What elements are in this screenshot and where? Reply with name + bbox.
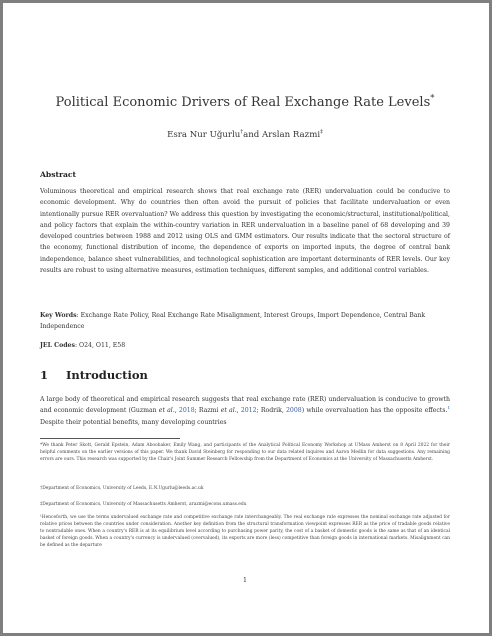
abstract-heading: Abstract bbox=[40, 170, 77, 179]
intro-text-3: Despite their potential benefits, many developing countries bbox=[40, 418, 227, 426]
keywords-label: Key Words bbox=[40, 312, 77, 319]
citation-link-rodrik[interactable]: 2008 bbox=[286, 407, 302, 415]
footnote-1: ¹Henceforth, we use the terms undervalued exchange rate and competitive exchange rate interchangeably. The real exchange rate expresses the nominal exchange rate adjusted for relative prices between the countries under consideration. Another key definition from the structural transformation viewpoint expresses RER as the price of tradable goods relative to nontradable ones. When a country's RER is at its equilibrium level according to purchasing power parity, the cost of a basket of domestic goods is the same as that of an identical basket of foreign goods. When a country's currency is undervalued (overvalued), its exports are more (less) competitive than foreign goods in international markets. Misalignment can be defined as the departure bbox=[40, 515, 450, 548]
abstract-text: Voluminous theoretical and empirical research shows that real exchange rate (RER) undervaluation could be conducive to economic development. Why do countries then often avoid the pursuit of policies that facilitate undervaluation or even intentionally pursue RER overvaluation? We address this question by investigating the economic/structural, institutional/political, and policy factors that explain the within-country variation in RER undervaluation in a baseline panel of 68 developing and 39 developed countries between 1988 and 2012 using OLS and GMM estimators. Our results indicate that the sectoral structure of the economy, functional distribution of income, the dependence of exports on imported inputs, the degree of central bank independence, balance sheet vulnerabilities, and technological sophistication are important determinants of RER levels. Our key results are robust to using alternative measures, estimation techniques, different samples, and additional control variables. bbox=[40, 188, 450, 275]
footnote-rule bbox=[40, 438, 180, 439]
section-heading bbox=[40, 368, 450, 382]
author-2-mark: ‡ bbox=[320, 129, 323, 136]
keywords bbox=[40, 310, 450, 332]
citation-razmi: Razmi bbox=[198, 407, 221, 415]
intro-paragraph: A large body of theoretical and empirical research suggests that real exchange rate (RER) undervaluation is conducive to growth and economic development (Guzman et al., 2018; Razmi et al., 2012; Rodrik, 2008) while overvaluation has the opposite effects.$^1$ Despite their potential benefits, many developing countries bbox=[40, 396, 450, 426]
keywords-text: : Exchange Rate Policy, Real Exchange Rate Misalignment, Interest Groups, Import Dependence, Central Bank Independence bbox=[40, 312, 426, 330]
intro-text-2: ) while overvaluation has the opposite effects. bbox=[301, 407, 448, 415]
jel-text: : O24, O11, E58 bbox=[74, 342, 126, 349]
author-1: Esra Nur Uğurlu bbox=[167, 130, 241, 140]
footnote-author-1: †Department of Economics, University of Leeds, E.N.Ugurlu@leeds.ac.uk bbox=[40, 486, 204, 491]
citation-link-guzman[interactable]: 2018 bbox=[178, 407, 195, 415]
jel-label: JEL Codes bbox=[40, 342, 75, 349]
paper-title-text: Political Economic Drivers of Real Exchange Rate Levels bbox=[55, 95, 431, 110]
author-line bbox=[40, 130, 450, 140]
paper-title bbox=[40, 92, 450, 110]
author-1-mark: † bbox=[240, 129, 244, 136]
section-title: Introduction bbox=[66, 368, 148, 382]
section-number: 1 bbox=[40, 368, 49, 382]
author-2: Arslan Razmi bbox=[262, 130, 321, 140]
title-footnote-mark: * bbox=[430, 92, 435, 103]
citation-link-razmi[interactable]: 2012 bbox=[240, 407, 257, 415]
paper-page bbox=[3, 3, 489, 633]
citation-rodrik: Rodrik, bbox=[260, 407, 286, 415]
intro-text-1: A large body of theoretical and empirical research suggests that real exchange rate (RER) undervaluation is conducive to growth and economic development (Guzman bbox=[40, 396, 450, 415]
footnote-link-1[interactable]: 1 bbox=[447, 405, 450, 411]
footnote-acknowledgements: *We thank Peter Skott, Gerald Epstein, Adam Aboobaker, Emily Wang, and participants of the Analytical Political Economy Workshop at UMass Amherst on 8 April 2022 for their helpful comments on the earlier versions of this paper. We thank David Steinberg for responding to our data related inquires and Aaron Medlin for data suggestions. Any remaining errors are ours. This research was supported by the Chair's Joint Summer Research Fellowship from the Department of Economics at the University of Massachusetts Amherst. bbox=[40, 443, 450, 462]
footnote-author-2: ‡Department of Economics, University of Massachusetts Amherst, arazmi@econs.umass.edu bbox=[40, 502, 247, 507]
citation-etal-2: et al. bbox=[220, 407, 237, 415]
citation-etal-1: et al. bbox=[158, 407, 175, 415]
jel-codes bbox=[40, 342, 450, 349]
page-number: 1 bbox=[243, 577, 247, 584]
author-conjunction: and bbox=[243, 130, 260, 140]
